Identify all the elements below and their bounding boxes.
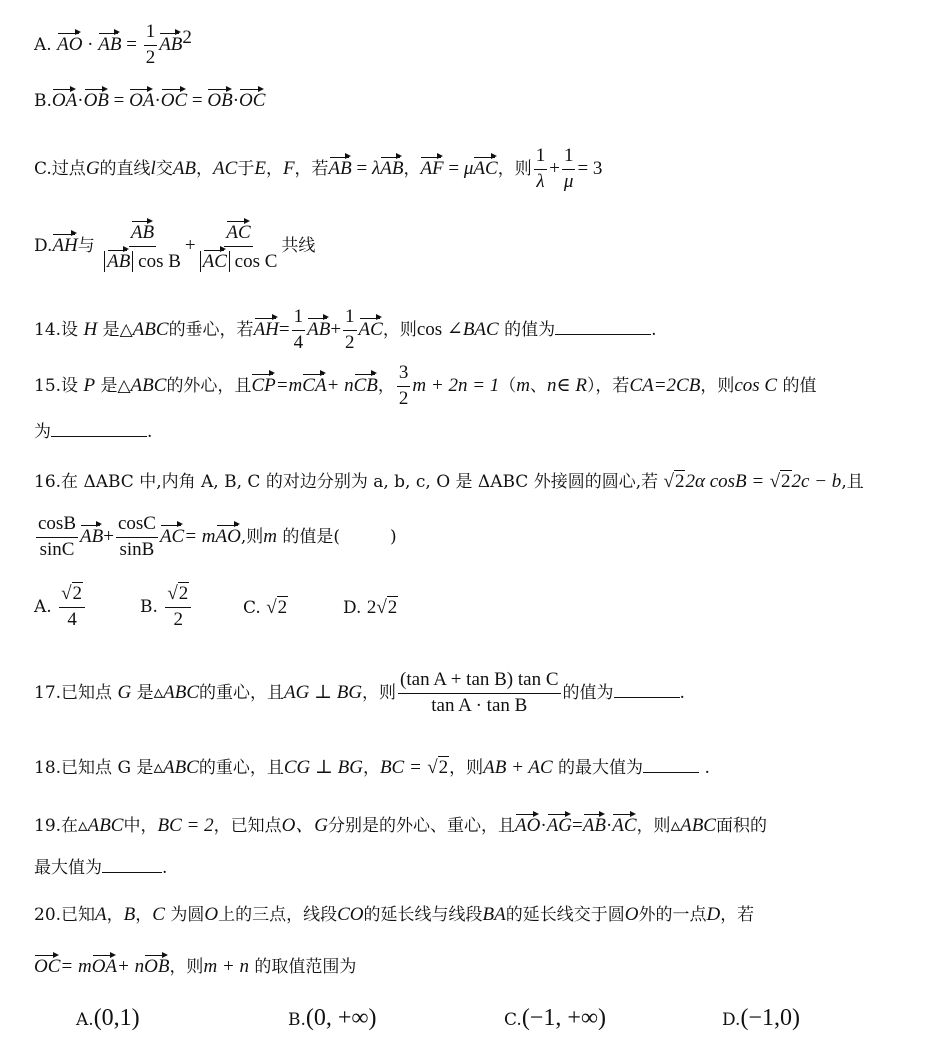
text: 面积的 <box>715 816 767 836</box>
var: ▵ABC <box>78 815 124 836</box>
text: 在 <box>61 816 79 836</box>
text: O、G <box>281 815 329 836</box>
fraction-half: $\frac{1}{2}$ <box>145 21 156 68</box>
option-value: (0,1) <box>93 1005 140 1031</box>
text: 的值为 <box>504 319 556 340</box>
fraction: $\frac{√2}{2}$ <box>165 584 191 631</box>
text: 是△ <box>102 319 133 340</box>
q20-option-d[interactable] <box>722 1006 800 1030</box>
text: 已知点 G 是 <box>61 758 154 778</box>
option-label: B. <box>140 596 158 617</box>
var: m <box>263 525 277 547</box>
option-label: B. <box>34 91 52 111</box>
text: ，则 <box>169 957 204 977</box>
vector-ab: AB <box>307 318 331 340</box>
vector-ah: AH <box>253 318 279 340</box>
text: ， <box>106 905 124 925</box>
text: ， <box>362 758 380 778</box>
var: ▵ABC <box>153 757 199 778</box>
var: G <box>117 681 132 703</box>
var: H <box>83 318 98 340</box>
option-label: C. <box>34 158 52 179</box>
text: 在 ΔABC 中,内角 A, B, C 的对边分别为 a, b, c, O 是 ΔABC 外接圆的圆心,若 <box>61 472 659 492</box>
option-value: (0, +∞) <box>305 1005 377 1031</box>
var: B <box>123 904 136 925</box>
question-17 <box>34 670 685 717</box>
q16-option-d[interactable] <box>343 598 398 617</box>
vector-ab: AB <box>328 157 352 179</box>
text: 的直线 <box>99 158 151 179</box>
vector-ac: AC <box>159 525 185 547</box>
option-label: A. <box>34 596 52 617</box>
text: 共线 <box>281 235 316 256</box>
text: + n <box>117 956 145 977</box>
text: 是△ <box>100 375 131 396</box>
var: A <box>95 904 107 925</box>
question-15-cont <box>34 424 152 441</box>
vector-ca: CA <box>302 374 327 396</box>
text: 2 <box>366 597 377 618</box>
var: l <box>150 157 156 179</box>
vector-ac: AC <box>612 815 637 836</box>
text: 过点 <box>51 158 86 179</box>
vector-cp: CP <box>251 374 276 396</box>
text: = 3 <box>577 157 603 179</box>
text: （ <box>499 375 517 396</box>
sqrt: √2 <box>663 471 685 492</box>
text: . <box>679 682 685 703</box>
text: ，则 <box>362 682 397 703</box>
vector-oc: OC <box>239 90 266 111</box>
text: 为 <box>34 422 51 442</box>
q13-option-b: B.OA·OB = OA·OC = OB·OC <box>34 90 266 111</box>
var: BAC <box>462 318 499 340</box>
var: CO <box>337 904 364 925</box>
question-16-cont <box>34 514 397 561</box>
fraction-quarter: $\frac{1}{4}$ <box>293 306 304 353</box>
var: C <box>152 904 165 925</box>
var: O <box>204 904 219 925</box>
var: F <box>282 157 295 179</box>
vector-oa: OA <box>51 90 78 111</box>
answer-blank[interactable] <box>614 697 680 698</box>
text: 中， <box>123 816 158 836</box>
text: 设 <box>61 319 79 340</box>
option-label: D. <box>343 598 362 618</box>
fraction-1-mu: $\frac{1}{\mu}$ <box>563 145 574 192</box>
text: 的取值范围为 <box>254 957 357 977</box>
q13-option-d: D.AH与 $\frac{AB}{\text{AB cos B}}$ + $\frac{AC}{\text{AC cos C}}$ 共线 <box>34 222 316 272</box>
sqrt: √2 <box>376 597 398 618</box>
text: 分别是的外心、重心，且 <box>328 816 516 836</box>
text: ， <box>403 158 421 179</box>
q13-option-c: C.过点G的直线l交AB，AC于E，F，若AB = λAB，AF = μAC，则 $\frac{1}{\lambda}$ + $\frac{1}{\mu}$ = 3 <box>34 145 603 192</box>
text: 的延长线交于圆 <box>505 905 625 925</box>
vector-ob: OB <box>207 90 233 111</box>
var: D <box>706 904 721 925</box>
q16-option-c[interactable] <box>243 598 288 617</box>
q20-option-c[interactable] <box>504 1006 606 1030</box>
text: 2c − b <box>791 471 842 492</box>
vector-oc: OC <box>160 90 188 111</box>
text: ， <box>265 158 283 179</box>
text: ，若 <box>720 905 755 925</box>
option-value: (−1, +∞) <box>521 1005 606 1031</box>
text: ∈ R <box>556 374 587 396</box>
question-number: 15. <box>34 375 62 396</box>
text: CA=2CB <box>629 374 701 396</box>
text: ， <box>135 905 153 925</box>
vector-ac: AC <box>358 318 383 340</box>
text: BC = 2 <box>157 815 214 836</box>
text: ，已知点 <box>213 816 282 836</box>
var: ABC <box>130 374 167 396</box>
text: ,且 <box>841 472 864 492</box>
text: 上的三点，线段 <box>218 905 338 925</box>
var: n <box>547 374 557 396</box>
option-label: A. <box>76 1010 94 1030</box>
fraction-ab-cosb: $\frac{AB}{\text{AB cos B}}$ <box>102 220 183 273</box>
sqrt: √2 <box>427 757 449 778</box>
var: m <box>516 374 531 396</box>
text: ) <box>390 526 397 547</box>
option-label: D. <box>34 235 53 256</box>
text: . <box>704 758 710 778</box>
vector-ag: AG <box>546 815 573 836</box>
text: cos C <box>734 374 778 396</box>
text: AB + AC <box>483 757 553 778</box>
text: = m <box>60 956 92 977</box>
answer-blank[interactable] <box>555 334 651 335</box>
q16-option-b[interactable] <box>140 584 193 631</box>
fraction-three-halves: $\frac{3}{2}$ <box>398 362 409 409</box>
fraction-cosc-sinb: $\frac{\cos C}{\sin B}$ <box>117 513 156 560</box>
answer-blank[interactable] <box>643 772 699 773</box>
text: ， <box>196 158 214 179</box>
text: 于 <box>237 158 255 179</box>
question-number: 17. <box>34 682 62 703</box>
fraction-cosb-sinc: $\frac{\cos B}{\sin C}$ <box>38 513 76 560</box>
var: E <box>254 157 266 179</box>
var: λ <box>371 157 381 179</box>
text: . <box>147 422 153 442</box>
option-label: D. <box>722 1010 741 1030</box>
text: + <box>330 318 342 340</box>
text: 的值是( <box>282 526 341 547</box>
answer-blank[interactable] <box>51 436 147 437</box>
q20-option-b[interactable] <box>288 1006 377 1030</box>
text: = <box>572 815 583 836</box>
text: cos ∠ <box>416 318 463 340</box>
text: 的垂心，若 <box>168 319 254 340</box>
fraction-ac-cosc: $\frac{AC}{\text{AC cos C}}$ <box>198 220 280 273</box>
vector-ah: AH <box>52 234 78 256</box>
text: 交 <box>155 158 173 179</box>
var: ABC <box>132 318 169 340</box>
vector-ao: AO <box>215 525 241 547</box>
fraction-half: $\frac{1}{2}$ <box>345 306 355 353</box>
text: 最大值为 <box>34 858 102 878</box>
option-label: B. <box>288 1010 306 1030</box>
var: μ <box>463 157 474 179</box>
vector-cb: CB <box>353 374 378 396</box>
var: AB <box>172 157 197 179</box>
vector-ob: OB <box>83 90 109 111</box>
sqrt: √2 <box>769 471 791 492</box>
question-number: 16. <box>34 472 62 492</box>
var: ▵ABC <box>670 815 716 836</box>
text: ,则 <box>240 526 264 547</box>
text: ，则 <box>449 758 484 778</box>
text: . <box>162 858 168 878</box>
text: 2α cosB = <box>685 471 765 492</box>
text: 的重心，且 <box>198 758 284 778</box>
text: CG ⊥ BG <box>283 757 363 778</box>
vector-ab: AB <box>582 815 606 836</box>
text: 已知点 <box>61 682 113 703</box>
option-label: C. <box>504 1010 522 1030</box>
text: ， <box>377 375 395 396</box>
text: . <box>651 319 657 340</box>
text: 与 <box>77 235 95 256</box>
q13-option-a: A. AO · AB = $\frac{1}{2}$ $AB^2$ <box>34 21 192 68</box>
question-14 <box>34 307 657 354</box>
vector-ab: AB <box>380 157 404 179</box>
answer-blank[interactable] <box>102 872 162 873</box>
question-number: 20. <box>34 905 62 925</box>
text: + <box>103 525 114 547</box>
vector-af: AF <box>420 157 444 179</box>
text: 的延长线与线段 <box>363 905 483 925</box>
var: AC <box>213 157 238 179</box>
text: 的值为 <box>562 682 614 703</box>
text: AG ⊥ BG <box>284 681 363 703</box>
question-19-cont <box>34 860 167 877</box>
text: =m <box>275 374 303 396</box>
text: m + n <box>203 956 249 977</box>
text: 的重心，且 <box>199 682 285 703</box>
fraction: $\frac{√2}{4}$ <box>59 584 85 631</box>
var: O <box>624 904 639 925</box>
text: 是 <box>136 682 154 703</box>
text: ，则 <box>700 375 735 396</box>
question-number: 14. <box>34 319 62 340</box>
fraction-tan: $\frac{\text{(tan A + tan B) tan C}}{\text{tan A · tan B}}$ <box>400 669 559 716</box>
text: = m <box>184 525 216 547</box>
question-15 <box>34 363 816 410</box>
option-value: (−1,0) <box>740 1005 800 1031</box>
text: 为圆 <box>170 905 205 925</box>
question-18 <box>34 758 710 777</box>
text: ，则 <box>497 158 532 179</box>
vector-ab: AB <box>80 525 104 547</box>
var: G <box>85 157 100 179</box>
option-label: C. <box>243 598 261 618</box>
question-19: 19.在▵ABC中，BC = 2，已知点O、G分别是的外心、重心，且AO·AG=AB·AC，则▵ABC面积的 <box>34 815 767 836</box>
var: P <box>83 374 96 396</box>
text: 设 <box>61 375 79 396</box>
vector-ao: AO <box>57 33 83 55</box>
vector-ab: AB <box>159 33 183 55</box>
var: ▵ABC <box>153 681 200 703</box>
vector-ob: OB <box>144 956 170 977</box>
text: BC = <box>379 757 422 778</box>
vector-oa: OA <box>129 90 155 111</box>
vector-ao: AO <box>515 815 541 836</box>
text: ，则 <box>382 319 417 340</box>
text: + n <box>326 374 354 396</box>
fraction-1-lambda: $\frac{1}{\lambda}$ <box>535 145 546 192</box>
text: 的外心，且 <box>166 375 252 396</box>
text: ，若 <box>294 158 329 179</box>
text: m + 2n = 1 <box>412 374 500 396</box>
sqrt: √2 <box>266 597 288 618</box>
vector-ac: AC <box>473 157 498 179</box>
text: 的最大值为 <box>558 758 644 778</box>
option-label: A. <box>34 34 52 55</box>
vector-oc: OC <box>34 956 61 977</box>
text: ），若 <box>586 375 630 396</box>
var: BA <box>482 904 506 925</box>
q20-option-a[interactable] <box>76 1006 140 1030</box>
question-20-cont <box>34 954 356 976</box>
text: 外的一点 <box>638 905 707 925</box>
question-16 <box>34 472 864 491</box>
vector-oa: OA <box>91 956 118 977</box>
text: 、 <box>530 375 548 396</box>
text: 已知 <box>61 905 96 925</box>
text: ，则 <box>636 816 671 836</box>
question-number: 18. <box>34 758 62 778</box>
text: 的值 <box>782 375 817 396</box>
vector-ab: AB <box>98 33 122 55</box>
question-number: 19. <box>34 816 62 836</box>
question-20 <box>34 905 754 924</box>
q16-option-a[interactable] <box>34 584 87 631</box>
text: = <box>278 318 290 340</box>
